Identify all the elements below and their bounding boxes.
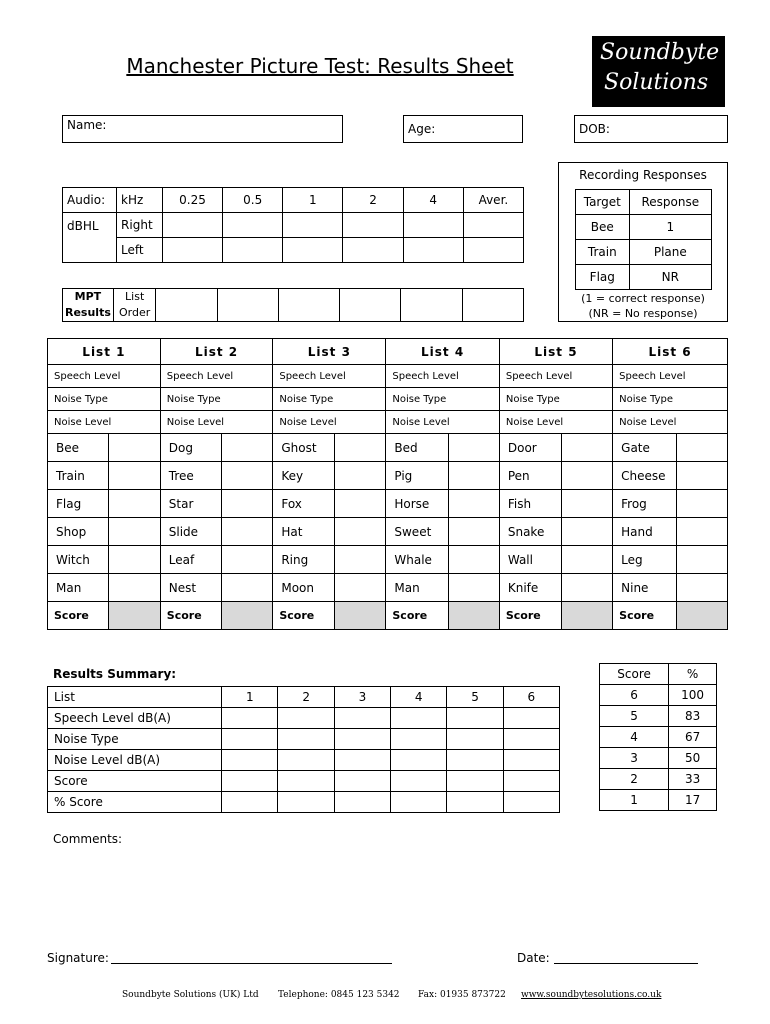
input-cell[interactable] — [283, 213, 343, 238]
word-cell: Ghost — [273, 434, 335, 462]
summary-input-cell[interactable] — [278, 792, 334, 813]
noise-level-cell[interactable]: Noise Level — [613, 411, 728, 434]
order-label1: List — [125, 290, 145, 303]
response-cell[interactable] — [335, 546, 386, 574]
footer-company: Soundbyte Solutions (UK) Ltd — [122, 990, 259, 1000]
summary-input-cell[interactable] — [447, 771, 503, 792]
noise-type-cell[interactable]: Noise Type — [613, 388, 728, 411]
word-cell: Leg — [613, 546, 677, 574]
freq-cell: 0.25 — [162, 188, 222, 213]
summary-input-cell[interactable] — [503, 792, 559, 813]
summary-input-cell[interactable] — [447, 792, 503, 813]
score-cell[interactable] — [448, 602, 499, 630]
recording-title: Recording Responses — [579, 168, 707, 182]
score-cell[interactable] — [109, 602, 160, 630]
word-cell: Door — [499, 434, 561, 462]
speech-level-cell[interactable]: Speech Level — [499, 365, 612, 388]
left-ear-label: Left — [117, 238, 163, 263]
noise-level-cell[interactable]: Noise Level — [386, 411, 499, 434]
word-cell: Wall — [499, 546, 561, 574]
summary-input-cell[interactable] — [222, 750, 278, 771]
word-cell: Man — [386, 574, 448, 602]
pct-value: 17 — [669, 790, 717, 811]
summary-input-cell[interactable] — [447, 750, 503, 771]
speech-level-cell[interactable]: Speech Level — [386, 365, 499, 388]
score-label: Score — [386, 602, 448, 630]
summary-input-cell[interactable] — [222, 771, 278, 792]
response-cell[interactable] — [109, 462, 160, 490]
dob-label: DOB: — [579, 122, 610, 136]
summary-input-cell[interactable] — [278, 750, 334, 771]
word-cell: Pen — [499, 462, 561, 490]
page-title: Manchester Picture Test: Results Sheet — [126, 54, 514, 78]
input-cell[interactable] — [283, 238, 343, 263]
summary-list-number: 3 — [334, 687, 390, 708]
word-cell: Nine — [613, 574, 677, 602]
pct-row — [600, 748, 717, 769]
summary-input-cell[interactable] — [391, 771, 447, 792]
score-label: Score — [160, 602, 221, 630]
score-label: Score — [613, 602, 677, 630]
summary-row-label: List — [48, 687, 222, 708]
dbhl-label: dBHL — [63, 213, 117, 263]
list-header: List 3 — [273, 339, 386, 365]
pct-header: % — [669, 664, 717, 685]
word-cell: Slide — [160, 518, 221, 546]
summary-list-number: 5 — [447, 687, 503, 708]
response-cell[interactable] — [676, 574, 727, 602]
pct-score: 5 — [600, 706, 669, 727]
pct-row — [600, 727, 717, 748]
input-cell[interactable] — [278, 289, 339, 322]
pct-value: 100 — [669, 685, 717, 706]
word-cell: Witch — [48, 546, 109, 574]
noise-type-cell[interactable]: Noise Type — [386, 388, 499, 411]
list-order-label — [113, 289, 156, 322]
summary-input-cell[interactable] — [334, 771, 390, 792]
response-cell[interactable] — [109, 434, 160, 462]
response-cell[interactable] — [448, 462, 499, 490]
response-cell[interactable] — [676, 490, 727, 518]
word-row — [48, 546, 728, 574]
response-cell[interactable] — [448, 434, 499, 462]
company-logo — [592, 36, 725, 107]
recording-table — [575, 189, 712, 290]
footer-fax: Fax: 01935 873722 — [418, 990, 506, 1000]
noise-level-cell[interactable]: Noise Level — [48, 411, 161, 434]
input-cell[interactable] — [463, 213, 523, 238]
response-cell[interactable] — [335, 434, 386, 462]
summary-input-cell[interactable] — [222, 729, 278, 750]
score-cell[interactable] — [561, 602, 612, 630]
word-lists-table — [47, 338, 728, 630]
speech-level-cell[interactable]: Speech Level — [273, 365, 386, 388]
response-cell[interactable] — [561, 546, 612, 574]
response-cell[interactable] — [335, 462, 386, 490]
mpt-results-label — [63, 289, 114, 322]
pct-row — [600, 706, 717, 727]
summary-list-number: 2 — [278, 687, 334, 708]
mpt-results-table — [62, 288, 524, 322]
input-cell[interactable] — [463, 238, 523, 263]
rec-note2: (NR = No response) — [588, 307, 698, 320]
input-cell[interactable] — [462, 289, 523, 322]
results-summary-table — [47, 686, 560, 813]
response-cell[interactable] — [222, 434, 273, 462]
response-cell[interactable] — [448, 490, 499, 518]
score-label: Score — [273, 602, 335, 630]
footer-telephone: Telephone: 0845 123 5342 — [278, 990, 400, 1000]
footer-website-link[interactable]: www.soundbytesolutions.co.uk — [521, 990, 662, 1000]
response-cell[interactable] — [676, 462, 727, 490]
summary-input-cell[interactable] — [391, 750, 447, 771]
word-cell: Horse — [386, 490, 448, 518]
word-cell: Tree — [160, 462, 221, 490]
summary-input-cell[interactable] — [503, 771, 559, 792]
input-cell[interactable] — [403, 213, 463, 238]
summary-row-label: % Score — [48, 792, 222, 813]
pct-score: 2 — [600, 769, 669, 790]
word-cell: Fox — [273, 490, 335, 518]
score-cell[interactable] — [222, 602, 273, 630]
word-cell: Bed — [386, 434, 448, 462]
summary-input-cell[interactable] — [391, 708, 447, 729]
input-cell[interactable] — [162, 238, 222, 263]
summary-input-cell[interactable] — [503, 708, 559, 729]
results-summary-title: Results Summary: — [53, 667, 177, 681]
noise-type-cell[interactable]: Noise Type — [499, 388, 612, 411]
response-cell[interactable] — [222, 490, 273, 518]
word-cell: Star — [160, 490, 221, 518]
word-row — [48, 518, 728, 546]
input-cell[interactable] — [156, 289, 217, 322]
summary-input-cell[interactable] — [278, 729, 334, 750]
response-cell[interactable] — [561, 434, 612, 462]
response-cell[interactable] — [448, 518, 499, 546]
pct-score: 3 — [600, 748, 669, 769]
freq-cell: Aver. — [463, 188, 523, 213]
word-cell: Moon — [273, 574, 335, 602]
response-cell[interactable] — [335, 574, 386, 602]
score-label: Score — [48, 602, 109, 630]
summary-row — [48, 792, 560, 813]
response-cell[interactable] — [676, 546, 727, 574]
summary-input-cell[interactable] — [503, 750, 559, 771]
word-cell: Snake — [499, 518, 561, 546]
pct-score: 6 — [600, 685, 669, 706]
noise-level-cell[interactable]: Noise Level — [499, 411, 612, 434]
summary-list-number: 1 — [222, 687, 278, 708]
comments-area[interactable] — [47, 850, 728, 940]
word-cell: Whale — [386, 546, 448, 574]
response-cell[interactable] — [222, 462, 273, 490]
pct-row — [600, 685, 717, 706]
input-cell[interactable] — [223, 238, 283, 263]
word-cell: Leaf — [160, 546, 221, 574]
word-cell: Train — [48, 462, 109, 490]
pct-value: 67 — [669, 727, 717, 748]
word-cell: Dog — [160, 434, 221, 462]
response-cell[interactable] — [561, 574, 612, 602]
response-cell[interactable] — [561, 490, 612, 518]
word-row — [48, 434, 728, 462]
summary-input-cell[interactable] — [447, 708, 503, 729]
summary-row — [48, 708, 560, 729]
response-cell[interactable] — [222, 518, 273, 546]
response-cell[interactable] — [561, 518, 612, 546]
summary-input-cell[interactable] — [391, 792, 447, 813]
summary-input-cell[interactable] — [222, 792, 278, 813]
response-cell[interactable] — [222, 546, 273, 574]
response-cell[interactable] — [109, 490, 160, 518]
logo-line1: Soundbyte — [600, 40, 720, 65]
rec-response: 1 — [629, 215, 711, 240]
order-label2: Order — [119, 306, 151, 319]
rec-target: Flag — [576, 265, 630, 290]
response-cell[interactable] — [109, 574, 160, 602]
rec-target: Train — [576, 240, 630, 265]
rec-target: Bee — [576, 215, 630, 240]
pct-row — [600, 790, 717, 811]
speech-level-cell[interactable]: Speech Level — [160, 365, 273, 388]
summary-row-label: Noise Level dB(A) — [48, 750, 222, 771]
word-cell: Key — [273, 462, 335, 490]
audio-label: Audio: — [63, 188, 117, 213]
rec-header: Response — [629, 190, 711, 215]
pct-value: 83 — [669, 706, 717, 727]
right-ear-label: Right — [117, 213, 163, 238]
response-cell[interactable] — [448, 574, 499, 602]
response-cell[interactable] — [109, 518, 160, 546]
input-cell[interactable] — [217, 289, 278, 322]
signature-line[interactable] — [111, 963, 392, 964]
word-cell: Man — [48, 574, 109, 602]
summary-input-cell[interactable] — [278, 771, 334, 792]
word-cell: Gate — [613, 434, 677, 462]
word-cell: Flag — [48, 490, 109, 518]
pct-header: Score — [600, 664, 669, 685]
word-cell: Ring — [273, 546, 335, 574]
response-cell[interactable] — [222, 574, 273, 602]
response-cell[interactable] — [335, 490, 386, 518]
summary-list-number: 4 — [391, 687, 447, 708]
score-percent-table — [599, 663, 717, 811]
list-header: List 4 — [386, 339, 499, 365]
response-cell[interactable] — [561, 462, 612, 490]
word-cell: Shop — [48, 518, 109, 546]
input-cell[interactable] — [403, 238, 463, 263]
word-cell: Pig — [386, 462, 448, 490]
name-field[interactable] — [62, 115, 343, 143]
list-header: List 2 — [160, 339, 273, 365]
summary-input-cell[interactable] — [334, 729, 390, 750]
summary-input-cell[interactable] — [278, 708, 334, 729]
rec-response: NR — [629, 265, 711, 290]
rec-response: Plane — [629, 240, 711, 265]
input-cell[interactable] — [223, 213, 283, 238]
recording-responses-box — [558, 162, 728, 322]
word-cell: Frog — [613, 490, 677, 518]
input-cell[interactable] — [162, 213, 222, 238]
summary-row — [48, 750, 560, 771]
input-cell[interactable] — [401, 289, 462, 322]
summary-row-label: Speech Level dB(A) — [48, 708, 222, 729]
input-cell[interactable] — [340, 289, 401, 322]
noise-level-cell[interactable]: Noise Level — [160, 411, 273, 434]
word-row — [48, 462, 728, 490]
summary-input-cell[interactable] — [447, 729, 503, 750]
signature-label: Signature: — [47, 951, 109, 965]
speech-level-cell[interactable]: Speech Level — [613, 365, 728, 388]
comments-label: Comments: — [53, 832, 123, 846]
list-header: List 1 — [48, 339, 161, 365]
pct-value: 33 — [669, 769, 717, 790]
summary-input-cell[interactable] — [334, 792, 390, 813]
input-cell[interactable] — [343, 238, 403, 263]
dob-field[interactable] — [574, 115, 728, 143]
age-field[interactable] — [403, 115, 523, 143]
summary-input-cell[interactable] — [391, 729, 447, 750]
noise-type-cell[interactable]: Noise Type — [48, 388, 161, 411]
freq-cell: 4 — [403, 188, 463, 213]
word-cell: Hand — [613, 518, 677, 546]
response-cell[interactable] — [335, 518, 386, 546]
date-line[interactable] — [554, 963, 698, 964]
summary-input-cell[interactable] — [334, 750, 390, 771]
word-row — [48, 490, 728, 518]
khz-label: kHz — [117, 188, 163, 213]
summary-row — [48, 687, 560, 708]
summary-row-label: Score — [48, 771, 222, 792]
pct-score: 1 — [600, 790, 669, 811]
word-row — [48, 574, 728, 602]
word-cell: Knife — [499, 574, 561, 602]
word-cell: Hat — [273, 518, 335, 546]
summary-row-label: Noise Type — [48, 729, 222, 750]
audiogram-table — [62, 187, 524, 263]
logo-line2: Solutions — [604, 70, 709, 95]
pct-header-row — [600, 664, 717, 685]
speech-level-cell[interactable]: Speech Level — [48, 365, 161, 388]
list-header: List 5 — [499, 339, 612, 365]
response-cell[interactable] — [676, 434, 727, 462]
response-cell[interactable] — [109, 546, 160, 574]
mpt-label2: Results — [64, 306, 111, 319]
score-label: Score — [499, 602, 561, 630]
pct-value: 50 — [669, 748, 717, 769]
response-cell[interactable] — [676, 518, 727, 546]
noise-type-cell[interactable]: Noise Type — [273, 388, 386, 411]
rec-header: Target — [576, 190, 630, 215]
input-cell[interactable] — [343, 213, 403, 238]
summary-input-cell[interactable] — [334, 708, 390, 729]
word-cell: Fish — [499, 490, 561, 518]
score-cell[interactable] — [676, 602, 727, 630]
summary-row — [48, 771, 560, 792]
response-cell[interactable] — [448, 546, 499, 574]
word-cell: Cheese — [613, 462, 677, 490]
word-cell: Bee — [48, 434, 109, 462]
pct-row — [600, 769, 717, 790]
summary-input-cell[interactable] — [503, 729, 559, 750]
age-label: Age: — [408, 122, 436, 136]
freq-cell: 2 — [343, 188, 403, 213]
summary-row — [48, 729, 560, 750]
summary-input-cell[interactable] — [222, 708, 278, 729]
pct-score: 4 — [600, 727, 669, 748]
noise-type-cell[interactable]: Noise Type — [160, 388, 273, 411]
rec-note1: (1 = correct response) — [581, 292, 705, 305]
list-header: List 6 — [613, 339, 728, 365]
freq-cell: 0.5 — [223, 188, 283, 213]
date-label: Date: — [517, 951, 550, 965]
summary-list-number: 6 — [503, 687, 559, 708]
word-cell: Sweet — [386, 518, 448, 546]
freq-cell: 1 — [283, 188, 343, 213]
word-cell: Nest — [160, 574, 221, 602]
name-label: Name: — [67, 118, 107, 132]
noise-level-cell[interactable]: Noise Level — [273, 411, 386, 434]
mpt-label1: MPT — [74, 290, 102, 303]
score-cell[interactable] — [335, 602, 386, 630]
